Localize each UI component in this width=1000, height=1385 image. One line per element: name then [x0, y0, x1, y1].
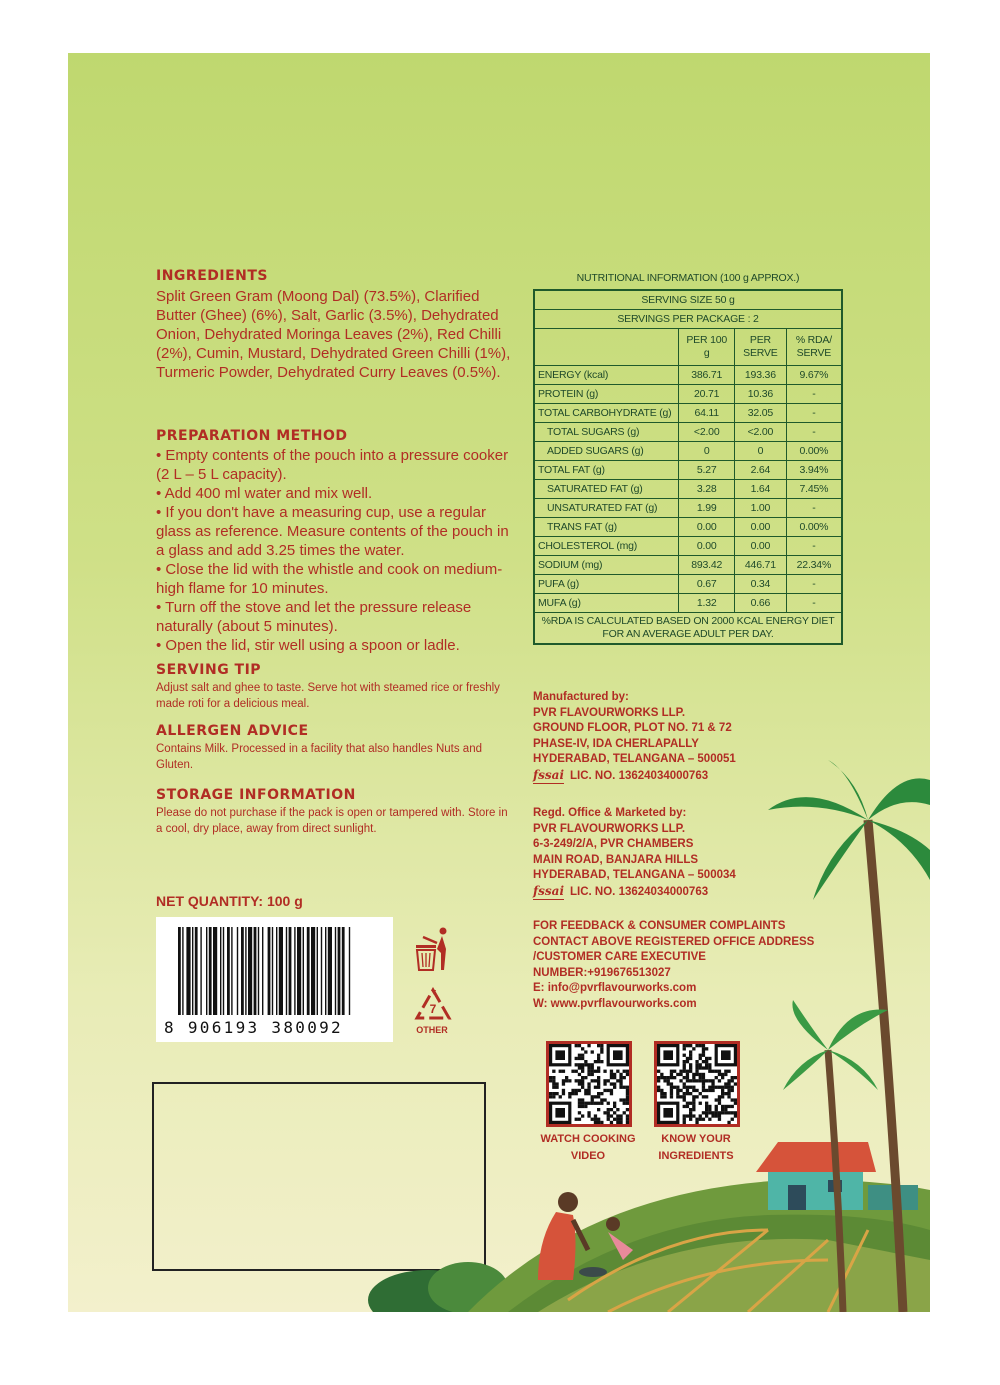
value-per100: <2.00	[679, 423, 735, 442]
serving-size: SERVING SIZE 50 g	[534, 290, 842, 310]
servings-per-package: SERVINGS PER PACKAGE : 2	[534, 310, 842, 329]
value-rda: 9.67%	[786, 366, 842, 385]
value-per100: 1.32	[679, 594, 735, 613]
nutrition-row	[534, 499, 842, 518]
nutrient-name: UNSATURATED FAT (g)	[534, 499, 679, 518]
barcode-digits: 8 906193 380092	[164, 1018, 343, 1037]
value-per100: 64.11	[679, 404, 735, 423]
value-per100: 5.27	[679, 461, 735, 480]
marketer-line: 6-3-249/2/A, PVR CHAMBERS	[533, 838, 694, 850]
nutrition-row	[534, 518, 842, 537]
manufacturer-line: GROUND FLOOR, PLOT NO. 71 & 72	[533, 722, 732, 734]
nutrition-row	[534, 594, 842, 613]
qr-caption-line: VIDEO	[570, 1150, 606, 1162]
nutrition-title: NUTRITIONAL INFORMATION (100 g APPROX.)	[576, 272, 800, 284]
col-header-rda: % RDA/ SERVE	[786, 329, 842, 366]
value-rda: -	[786, 594, 842, 613]
nutrition-row	[534, 404, 842, 423]
qr-caption-line: KNOW YOUR	[661, 1133, 731, 1145]
nutrient-name: TRANS FAT (g)	[534, 518, 679, 537]
preparation-heading: PREPARATION METHOD	[156, 428, 348, 444]
storage-heading: STORAGE INFORMATION	[156, 787, 356, 803]
value-rda: 3.94%	[786, 461, 842, 480]
nutrient-name: PUFA (g)	[534, 575, 679, 594]
value-rda: 22.34%	[786, 556, 842, 575]
storage-text: Please do not purchase if the pack is open or tampered with. Store in a cool, dry place, away from direct sunlight.	[156, 807, 508, 835]
col-header-serve: PER SERVE	[735, 329, 787, 366]
value-rda: 7.45%	[786, 480, 842, 499]
nutrient-name: SODIUM (mg)	[534, 556, 679, 575]
nutrition-row	[534, 537, 842, 556]
nutrient-name: ENERGY (kcal)	[534, 366, 679, 385]
allergen-heading: ALLERGEN ADVICE	[156, 723, 309, 739]
nutrition-row	[534, 556, 842, 575]
value-per-serve: 32.05	[735, 404, 787, 423]
value-per-serve: 446.71	[735, 556, 787, 575]
feedback-line: CONTACT ABOVE REGISTERED OFFICE ADDRESS	[533, 935, 815, 948]
marketer-line: PVR FLAVOURWORKS LLP.	[533, 822, 686, 835]
value-per100: 1.99	[679, 499, 735, 518]
nutrition-row	[534, 461, 842, 480]
value-per100: 3.28	[679, 480, 735, 499]
preparation-step: • Empty contents of the pouch into a pressure cooker (2 L – 5 L capacity).	[156, 447, 509, 483]
nutrient-name: MUFA (g)	[534, 594, 679, 613]
ingredients-heading: INGREDIENTS	[156, 268, 269, 284]
nutrition-row	[534, 366, 842, 385]
fssai-logo: fssai	[533, 768, 564, 785]
value-per-serve: 0.66	[735, 594, 787, 613]
value-per-serve: 0	[735, 442, 787, 461]
value-per100: 0.00	[679, 518, 735, 537]
nutrient-name: TOTAL CARBOHYDRATE (g)	[534, 404, 679, 423]
manufacturer-label: Manufactured by:	[533, 691, 629, 703]
feedback-line: FOR FEEDBACK & CONSUMER COMPLAINTS	[533, 920, 786, 932]
ingredients-text: Split Green Gram (Moong Dal) (73.5%), Clarified Butter (Ghee) (6%), Salt, Garlic (3.5%), Dehydrated Onion, Dehydrated Moringa Leaves (2%), Red Chilli (2%), Cumin, Mustard, Dehydrated Green Chilli (1%), Turmeric Powder, Dehydrated Curry Leaves (0.5%).	[156, 288, 511, 381]
marketer-label: Regd. Office & Marketed by:	[533, 807, 687, 819]
preparation-step: • If you don't have a measuring cup, use a regular glass as reference. Measure contents of the pouch in a glass and add 3.25 times the water.	[156, 504, 509, 559]
preparation-step: • Add 400 ml water and mix well.	[156, 485, 373, 502]
nutrition-rows	[534, 366, 842, 613]
marketer-license: LIC. NO. 13624034000763	[570, 885, 709, 898]
qr-caption-line: INGREDIENTS	[658, 1150, 734, 1162]
net-quantity: NET QUANTITY: 100 g	[156, 893, 303, 909]
nutrition-row	[534, 442, 842, 461]
value-per-serve: 10.36	[735, 385, 787, 404]
nutrient-name: ADDED SUGARS (g)	[534, 442, 679, 461]
nutrient-name: CHOLESTEROL (mg)	[534, 537, 679, 556]
nutrient-name: SATURATED FAT (g)	[534, 480, 679, 499]
value-per100: 0	[679, 442, 735, 461]
value-rda: -	[786, 575, 842, 594]
value-per-serve: 0.34	[735, 575, 787, 594]
preparation-step: • Open the lid, stir well using a spoon or ladle.	[156, 637, 460, 654]
recycle-number: 7	[429, 1002, 437, 1016]
value-rda: -	[786, 385, 842, 404]
manufacturer-line: PHASE-IV, IDA CHERLAPALLY	[533, 737, 699, 750]
serving-tip-heading: SERVING TIP	[156, 662, 262, 678]
value-per-serve: 2.64	[735, 461, 787, 480]
value-per-serve: 1.64	[735, 480, 787, 499]
preparation-step: • Close the lid with the whistle and cook on medium-high flame for 10 minutes.	[156, 561, 503, 597]
manufacturer-line: HYDERABAD, TELANGANA – 500051	[533, 753, 736, 765]
nutrient-name: TOTAL FAT (g)	[534, 461, 679, 480]
value-rda: -	[786, 499, 842, 518]
value-per-serve: 0.00	[735, 537, 787, 556]
manufacturer-line: PVR FLAVOURWORKS LLP.	[533, 706, 686, 719]
fssai-logo: fssai	[533, 884, 564, 901]
manufacturer-license: LIC. NO. 13624034000763	[570, 769, 709, 782]
marketer-line: MAIN ROAD, BANJARA HILLS	[533, 853, 699, 866]
nutrient-name: PROTEIN (g)	[534, 385, 679, 404]
value-per100: 0.00	[679, 537, 735, 556]
preparation-steps	[156, 446, 518, 655]
value-per-serve: <2.00	[735, 423, 787, 442]
feedback-phone: NUMBER:+919676513027	[533, 966, 671, 979]
value-per-serve: 0.00	[735, 518, 787, 537]
value-per-serve: 193.36	[735, 366, 787, 385]
value-per100: 386.71	[679, 366, 735, 385]
table-header-empty	[534, 329, 679, 366]
value-per100: 0.67	[679, 575, 735, 594]
nutrient-name: TOTAL SUGARS (g)	[534, 423, 679, 442]
nutrition-row	[534, 423, 842, 442]
nutrition-row	[534, 480, 842, 499]
nutrition-row	[534, 385, 842, 404]
recycle-label: OTHER	[416, 1025, 448, 1035]
nutrition-footnote: %RDA IS CALCULATED BASED ON 2000 KCAL ENERGY DIET FOR AN AVERAGE ADULT PER DAY.	[534, 613, 842, 645]
marketer-line: HYDERABAD, TELANGANA – 500034	[533, 869, 736, 881]
feedback-website: W: www.pvrflavourworks.com	[533, 997, 697, 1010]
preparation-step: • Turn off the stove and let the pressure release naturally (about 5 minutes).	[156, 599, 472, 635]
col-header-per100: PER 100 g	[679, 329, 735, 366]
feedback-line: /CUSTOMER CARE EXECUTIVE	[533, 951, 706, 963]
value-per-serve: 1.00	[735, 499, 787, 518]
value-rda: 0.00%	[786, 518, 842, 537]
value-per100: 20.71	[679, 385, 735, 404]
farm-landscape-illustration	[68, 760, 930, 1312]
value-rda: -	[786, 404, 842, 423]
qr-caption-line: WATCH COOKING	[540, 1133, 636, 1145]
nutrition-row	[534, 575, 842, 594]
value-rda: 0.00%	[786, 442, 842, 461]
value-per100: 893.42	[679, 556, 735, 575]
feedback-email: E: info@pvrflavourworks.com	[533, 982, 697, 994]
nutrition-table	[533, 289, 843, 645]
serving-tip-text: Adjust salt and ghee to taste. Serve hot with steamed rice or freshly made roti for a delicious meal.	[156, 682, 500, 710]
value-rda: -	[786, 423, 842, 442]
value-rda: -	[786, 537, 842, 556]
allergen-text: Contains Milk. Processed in a facility that also handles Nuts and Gluten.	[156, 743, 482, 771]
